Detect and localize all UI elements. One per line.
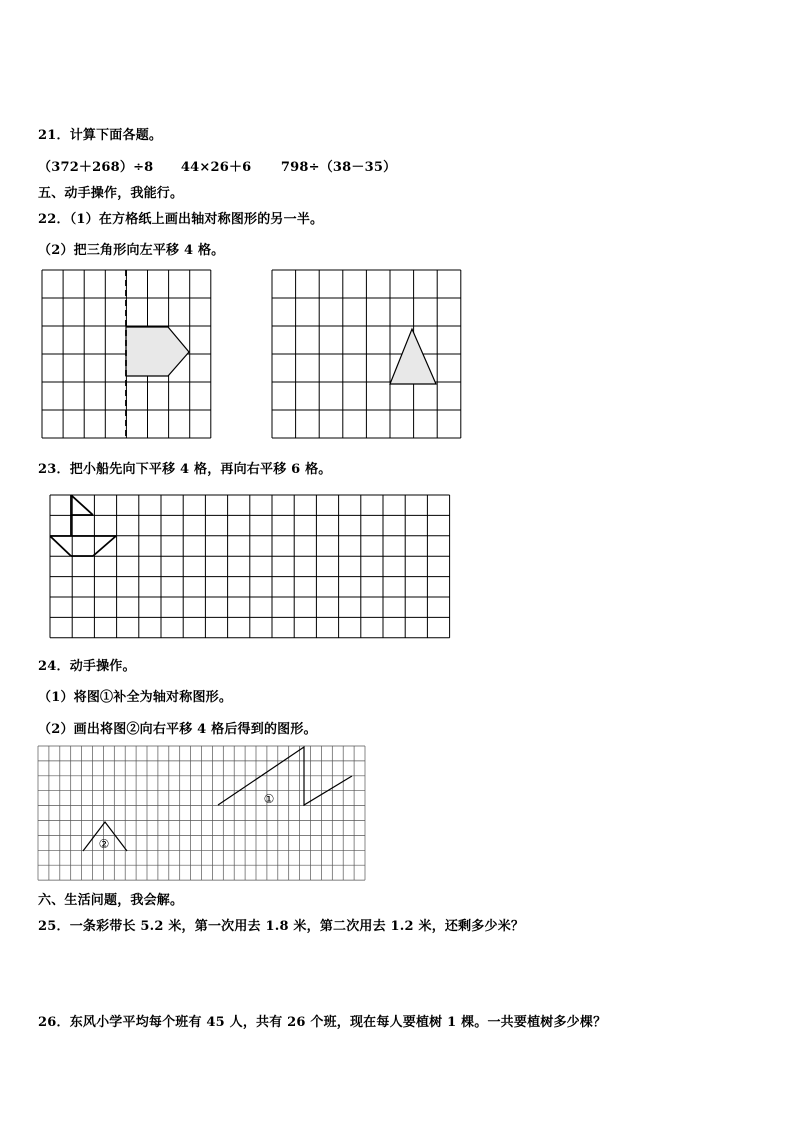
q24-title: 24．动手操作。 (38, 659, 136, 674)
q21-expr-3: 798÷（38－35） (280, 160, 397, 175)
q21-expr-2: 44×26＋6 (180, 160, 252, 175)
q24-grid (38, 746, 365, 880)
q22-triangle (390, 329, 436, 384)
q24-part1: （1）将图①补全为轴对称图形。 (38, 690, 233, 705)
q26-text: 26．东风小学平均每个班有 45 人，共有 26 个班，现在每人要植树 1 棵。一共要植树多少棵？ (38, 1015, 607, 1030)
q21-expr-1: （372＋268）÷8 (38, 160, 154, 175)
boat-shape (50, 495, 116, 556)
q24-label-1: ① (263, 792, 275, 806)
q22-left-grid (42, 270, 211, 438)
q23-title: 23．把小船先向下平移 4 格，再向右平移 6 格。 (38, 462, 332, 477)
q22-part1: 22．（1）在方格纸上画出轴对称图形的另一半。 (38, 212, 324, 227)
q21-title: 21．计算下面各题。 (38, 128, 163, 143)
section5-title: 五、动手操作，我能行。 (38, 186, 184, 201)
q22-right-grid (272, 270, 461, 438)
q24-label-2: ② (98, 837, 110, 851)
q22-part2: （2）把三角形向左平移 4 格。 (38, 243, 225, 258)
section6-title: 六、生活问题，我会解。 (38, 893, 184, 908)
q23-grid (50, 495, 450, 638)
q24-part2: （2）画出将图②向右平移 4 格后得到的图形。 (38, 722, 317, 737)
q22-half-shape (126, 327, 189, 376)
q25-text: 25．一条彩带长 5.2 米，第一次用去 1.8 米，第二次用去 1.2 米，还剩多少米？ (38, 919, 525, 934)
